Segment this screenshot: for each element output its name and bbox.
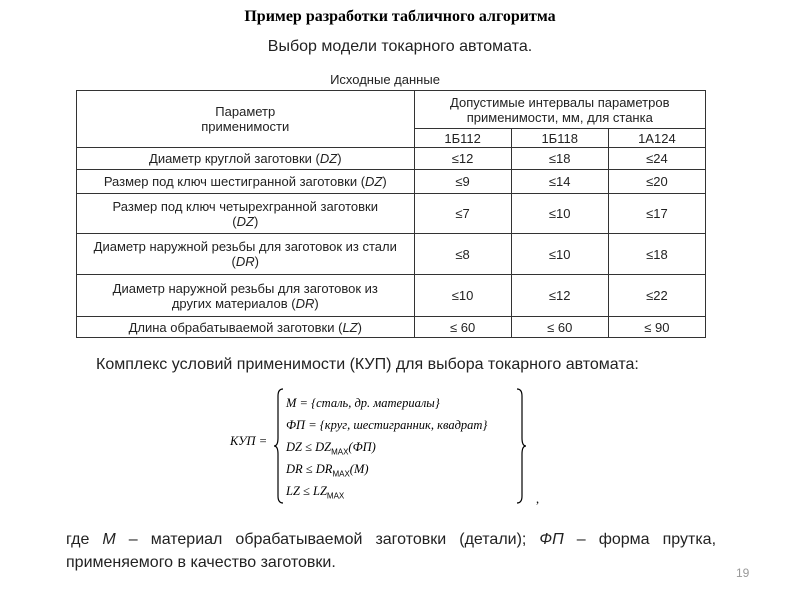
value-cell: ≤18 — [608, 234, 705, 275]
formula-line: DZ ≤ $DZ_{MAX}(ФП)$ — [286, 440, 376, 457]
range-header-cell — [414, 91, 705, 129]
kup-formula — [230, 388, 560, 508]
formula-line: M = {сталь, др. материалы} — [286, 396, 440, 410]
right-brace-icon — [516, 388, 526, 504]
table-row — [77, 317, 706, 338]
formula-comma: , — [536, 492, 540, 506]
value-cell: ≤10 — [511, 234, 608, 275]
table-row — [77, 194, 706, 234]
param-label: Размер под ключ четырехгранной заготовки (DZ) — [77, 194, 415, 234]
parameters-table — [76, 90, 706, 338]
value-cell: ≤ 60 — [414, 317, 511, 338]
value-cell: ≤14 — [511, 170, 608, 194]
page-number: 19 — [736, 566, 750, 580]
slide-title: Пример разработки табличного алгоритма — [244, 8, 556, 25]
machine-header: 1А124 — [608, 129, 705, 148]
param-header-cell — [77, 91, 415, 148]
table-caption: Исходные данные — [330, 72, 440, 87]
formula-line: ФП = {круг, шестигранник, квадрат} — [286, 418, 488, 432]
param-label: Размер под ключ шестигранной заготовки (DZ) — [77, 170, 415, 194]
value-cell: ≤7 — [414, 194, 511, 234]
table-row — [77, 148, 706, 170]
param-header-line-2: применимости — [201, 119, 290, 134]
table-row — [77, 275, 706, 317]
value-cell: ≤12 — [414, 148, 511, 170]
table-row — [77, 170, 706, 194]
param-label: Диаметр круглой заготовки (DZ) — [77, 148, 415, 170]
param-label: Диаметр наружной резьбы для заготовок из стали (DR) — [77, 234, 415, 275]
value-cell: ≤17 — [608, 194, 705, 234]
table-header-row — [77, 91, 706, 129]
range-header-line-2: применимости, мм, для станка — [466, 109, 653, 125]
table-row — [77, 234, 706, 275]
legend-paragraph: где М – материал обрабатываемой заготовки (детали); ФП – форма прутка, применяемого в качество заготовки. — [66, 531, 717, 571]
kup-heading: Комплекс условий применимости (КУП) для выбора токарного автомата: — [96, 356, 639, 373]
machine-header: 1Б118 — [511, 129, 608, 148]
param-label: Длина обрабатываемой заготовки (LZ) — [77, 317, 415, 338]
value-cell: ≤12 — [511, 275, 608, 317]
value-cell: ≤ 90 — [608, 317, 705, 338]
value-cell: ≤9 — [414, 170, 511, 194]
slide-subtitle: Выбор модели токарного автомата. — [267, 38, 533, 55]
value-cell: ≤8 — [414, 234, 511, 275]
value-cell: ≤10 — [414, 275, 511, 317]
formula-lines — [286, 392, 487, 502]
value-cell: ≤24 — [608, 148, 705, 170]
value-cell: ≤10 — [511, 194, 608, 234]
formula-line: DR ≤ $DR_{MAX}(M)$ — [286, 462, 369, 479]
formula-line: LZ ≤ $LZ_{MAX}$ — [286, 484, 345, 501]
value-cell: ≤20 — [608, 170, 705, 194]
value-cell: ≤ 60 — [511, 317, 608, 338]
formula-lhs: КУП = — [230, 434, 268, 448]
param-header-line-1: Параметр — [215, 104, 276, 119]
machine-header: 1Б112 — [414, 129, 511, 148]
range-header-line-1: Допустимые интервалы параметров — [450, 94, 670, 110]
value-cell: ≤22 — [608, 275, 705, 317]
param-label: Диаметр наружной резьбы для заготовок из других материалов (DR) — [77, 275, 415, 317]
left-brace-icon — [274, 388, 284, 504]
value-cell: ≤18 — [511, 148, 608, 170]
